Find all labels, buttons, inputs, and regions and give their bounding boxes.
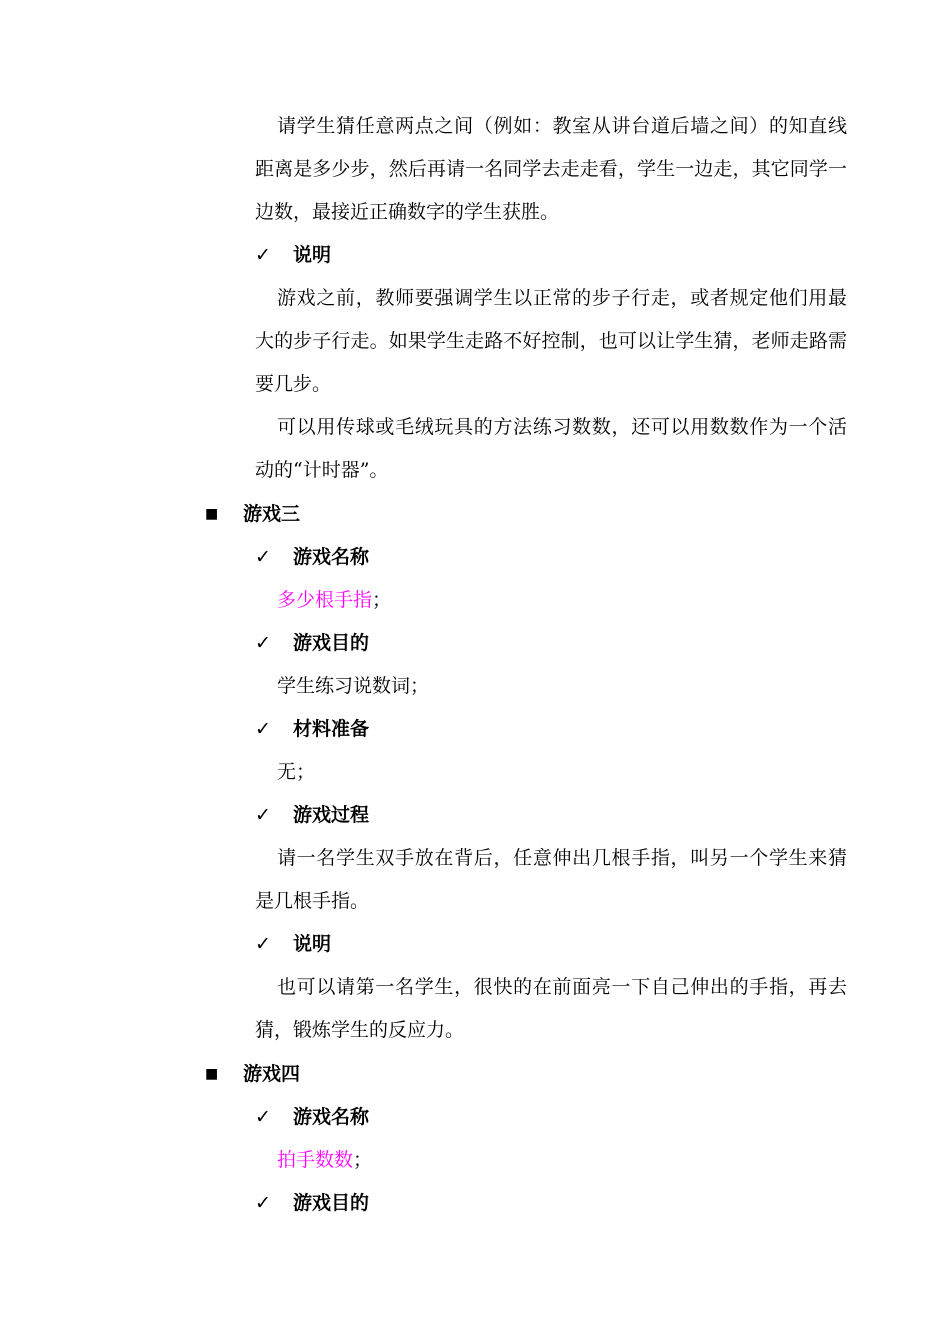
subheading-note (255, 931, 331, 957)
subheading-note (255, 242, 331, 268)
checkmark-icon: ✓ (255, 1192, 271, 1214)
body-text-line: 动的“计时器”。 (255, 459, 389, 481)
checkmark-icon: ✓ (255, 546, 271, 568)
body-text-line: 大的步子行走。如果学生走路不好控制，也可以让学生猜，老师走路需 (255, 330, 847, 352)
subheading-game-name (255, 544, 369, 570)
body-text-line: 也可以请第一名学生，很快的在前面亮一下自己伸出的手指，再去 (277, 976, 847, 998)
game-name-suffix: ； (372, 589, 392, 611)
body-text-line: 要几步。 (255, 373, 332, 395)
subheading-label: 说明 (293, 244, 332, 266)
section-title: 游戏三 (243, 503, 301, 525)
section-heading-game4 (205, 1061, 300, 1087)
checkmark-icon: ✓ (255, 718, 271, 740)
game-name-line (277, 1147, 372, 1173)
game-name-suffix: ； (353, 1149, 373, 1171)
subheading-label: 材料准备 (293, 718, 370, 740)
game-name-line (277, 587, 391, 613)
subheading-label: 游戏名称 (293, 1106, 370, 1128)
body-text-line: 边数，最接近正确数字的学生获胜。 (255, 201, 560, 223)
subheading-game-goal (255, 1190, 369, 1216)
subheading-game-name (255, 1104, 369, 1130)
section-title: 游戏四 (243, 1063, 301, 1085)
checkmark-icon: ✓ (255, 244, 271, 266)
subheading-label: 游戏过程 (293, 804, 370, 826)
game-name-value: 多少根手指 (277, 589, 373, 611)
body-text-line: 无； (277, 761, 316, 783)
subheading-game-goal (255, 630, 369, 656)
subheading-label: 游戏目的 (293, 632, 370, 654)
body-text-line: 学生练习说数词； (277, 675, 430, 697)
subheading-label: 游戏名称 (293, 546, 370, 568)
section-heading-game3 (205, 501, 300, 527)
checkmark-icon: ✓ (255, 632, 271, 654)
subheading-materials (255, 716, 369, 742)
body-text-line: 游戏之前，教师要强调学生以正常的步子行走，或者规定他们用最 (277, 287, 847, 309)
square-bullet-icon: ■ (205, 506, 219, 522)
body-text-line: 距离是多少步，然后再请一名同学去走走看，学生一边走，其它同学一 (255, 158, 847, 180)
subheading-label: 说明 (293, 933, 332, 955)
body-text-line: 请学生猜任意两点之间（例如：教室从讲台道后墙之间）的知直线 (277, 115, 847, 137)
body-text-line: 请一名学生双手放在背后，任意伸出几根手指，叫另一个学生来猜 (277, 847, 847, 869)
square-bullet-icon: ■ (205, 1066, 219, 1082)
subheading-label: 游戏目的 (293, 1192, 370, 1214)
checkmark-icon: ✓ (255, 933, 271, 955)
game-name-value: 拍手数数 (277, 1149, 354, 1171)
checkmark-icon: ✓ (255, 1106, 271, 1128)
checkmark-icon: ✓ (255, 804, 271, 826)
body-text-line: 可以用传球或毛绒玩具的方法练习数数，还可以用数数作为一个活 (277, 416, 847, 438)
body-text-line: 猜，锻炼学生的反应力。 (255, 1019, 465, 1041)
subheading-process (255, 802, 369, 828)
body-text-line: 是几根手指。 (255, 890, 370, 912)
